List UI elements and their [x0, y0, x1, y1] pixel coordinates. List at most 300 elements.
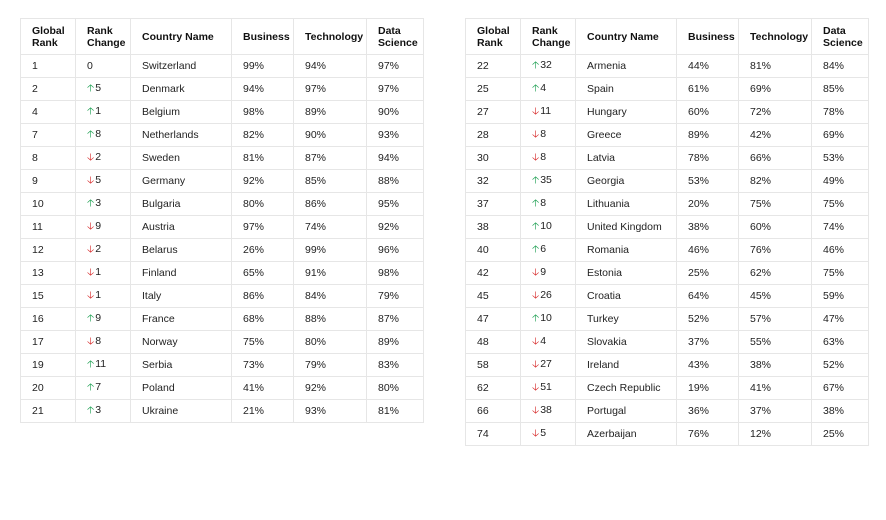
cell-business: 76% — [677, 423, 739, 446]
cell-business: 21% — [232, 400, 294, 423]
cell-rank-change — [76, 285, 131, 308]
cell-data-science: 80% — [367, 377, 424, 400]
cell-global-rank: 28 — [466, 124, 521, 147]
cell-country-name: Switzerland — [131, 55, 232, 78]
arrow-down-icon: 🡣 — [532, 381, 540, 393]
cell-data-science: 97% — [367, 78, 424, 101]
cell-data-science: 75% — [812, 193, 869, 216]
header-business: Business — [232, 19, 294, 55]
cell-technology: 55% — [739, 331, 812, 354]
cell-technology: 87% — [294, 147, 367, 170]
cell-global-rank: 32 — [466, 170, 521, 193]
rank-change-value: 2 — [95, 242, 102, 255]
cell-data-science: 98% — [367, 262, 424, 285]
cell-country-name: Estonia — [576, 262, 677, 285]
arrow-up-icon: 🡡 — [532, 59, 540, 71]
cell-global-rank: 9 — [21, 170, 76, 193]
cell-business: 65% — [232, 262, 294, 285]
cell-data-science: 38% — [812, 400, 869, 423]
cell-business: 26% — [232, 239, 294, 262]
cell-data-science: 96% — [367, 239, 424, 262]
cell-technology: 80% — [294, 331, 367, 354]
cell-data-science: 63% — [812, 331, 869, 354]
cell-country-name: Hungary — [576, 101, 677, 124]
cell-technology: 37% — [739, 400, 812, 423]
cell-data-science: 81% — [367, 400, 424, 423]
cell-country-name: France — [131, 308, 232, 331]
cell-rank-change — [76, 147, 131, 170]
cell-country-name: Greece — [576, 124, 677, 147]
cell-global-rank: 15 — [21, 285, 76, 308]
cell-business: 82% — [232, 124, 294, 147]
cell-country-name: Norway — [131, 331, 232, 354]
cell-global-rank: 11 — [21, 216, 76, 239]
cell-business: 98% — [232, 101, 294, 124]
cell-data-science: 97% — [367, 55, 424, 78]
arrow-up-icon: 🡡 — [532, 197, 540, 209]
cell-rank-change — [76, 193, 131, 216]
arrow-down-icon: 🡣 — [87, 174, 95, 186]
cell-rank-change — [521, 377, 576, 400]
cell-business: 92% — [232, 170, 294, 193]
rank-change-value: 51 — [540, 380, 552, 393]
cell-country-name: Czech Republic — [576, 377, 677, 400]
cell-business: 68% — [232, 308, 294, 331]
cell-technology: 72% — [739, 101, 812, 124]
arrow-down-icon: 🡣 — [532, 427, 540, 439]
cell-technology: 99% — [294, 239, 367, 262]
cell-rank-change — [521, 239, 576, 262]
rank-change-value: 5 — [95, 173, 102, 186]
cell-global-rank: 10 — [21, 193, 76, 216]
cell-technology: 57% — [739, 308, 812, 331]
cell-business: 43% — [677, 354, 739, 377]
rank-change-value: 7 — [95, 380, 102, 393]
cell-global-rank: 7 — [21, 124, 76, 147]
cell-technology: 12% — [739, 423, 812, 446]
arrow-down-icon: 🡣 — [87, 289, 95, 301]
cell-country-name: Slovakia — [576, 331, 677, 354]
cell-data-science: 53% — [812, 147, 869, 170]
table-row — [21, 193, 424, 216]
arrow-up-icon: 🡡 — [87, 312, 95, 324]
cell-technology: 62% — [739, 262, 812, 285]
cell-global-rank: 27 — [466, 101, 521, 124]
cell-rank-change — [76, 216, 131, 239]
cell-data-science: 79% — [367, 285, 424, 308]
table-row — [466, 285, 869, 308]
cell-technology: 89% — [294, 101, 367, 124]
cell-country-name: Austria — [131, 216, 232, 239]
cell-rank-change — [521, 55, 576, 78]
cell-country-name: Lithuania — [576, 193, 677, 216]
cell-global-rank: 20 — [21, 377, 76, 400]
cell-data-science: 69% — [812, 124, 869, 147]
rank-change-value: 8 — [540, 150, 547, 163]
cell-country-name: Spain — [576, 78, 677, 101]
table-row — [21, 308, 424, 331]
table-row — [466, 423, 869, 446]
cell-data-science: 84% — [812, 55, 869, 78]
rank-change-value: 8 — [95, 127, 102, 140]
table-row — [466, 78, 869, 101]
cell-country-name: Bulgaria — [131, 193, 232, 216]
cell-technology: 76% — [739, 239, 812, 262]
rank-change-value: 11 — [95, 357, 107, 370]
cell-business: 52% — [677, 308, 739, 331]
arrow-up-icon: 🡡 — [532, 174, 540, 186]
header-data-science: Data Science — [812, 19, 869, 55]
cell-country-name: Ukraine — [131, 400, 232, 423]
cell-country-name: Belarus — [131, 239, 232, 262]
table-row — [466, 193, 869, 216]
rank-change-value: 3 — [95, 403, 102, 416]
cell-data-science: 88% — [367, 170, 424, 193]
cell-global-rank: 25 — [466, 78, 521, 101]
cell-data-science: 87% — [367, 308, 424, 331]
cell-global-rank: 62 — [466, 377, 521, 400]
cell-data-science: 94% — [367, 147, 424, 170]
cell-global-rank: 38 — [466, 216, 521, 239]
cell-technology: 69% — [739, 78, 812, 101]
cell-rank-change — [76, 377, 131, 400]
cell-technology: 97% — [294, 78, 367, 101]
arrow-up-icon: 🡡 — [532, 82, 540, 94]
cell-technology: 93% — [294, 400, 367, 423]
cell-technology: 90% — [294, 124, 367, 147]
rank-change-value: 2 — [95, 150, 102, 163]
table-row — [21, 124, 424, 147]
cell-rank-change — [76, 354, 131, 377]
arrow-down-icon: 🡣 — [532, 105, 540, 117]
rank-change-value: 4 — [540, 81, 547, 94]
rank-change-value: 1 — [95, 104, 102, 117]
cell-technology: 75% — [739, 193, 812, 216]
header-business: Business — [677, 19, 739, 55]
cell-global-rank: 47 — [466, 308, 521, 331]
rank-change-value: 10 — [540, 311, 552, 324]
cell-technology: 66% — [739, 147, 812, 170]
arrow-down-icon: 🡣 — [532, 335, 540, 347]
cell-technology: 60% — [739, 216, 812, 239]
cell-country-name: Serbia — [131, 354, 232, 377]
cell-technology: 82% — [739, 170, 812, 193]
cell-rank-change — [521, 354, 576, 377]
cell-data-science: 85% — [812, 78, 869, 101]
cell-global-rank: 4 — [21, 101, 76, 124]
cell-rank-change — [521, 147, 576, 170]
cell-business: 44% — [677, 55, 739, 78]
cell-business: 37% — [677, 331, 739, 354]
cell-business: 64% — [677, 285, 739, 308]
arrow-up-icon: 🡡 — [532, 243, 540, 255]
cell-rank-change — [76, 308, 131, 331]
rank-change-value: 8 — [540, 127, 547, 140]
ranking-table-left — [20, 18, 424, 423]
cell-country-name: Turkey — [576, 308, 677, 331]
cell-global-rank: 19 — [21, 354, 76, 377]
cell-business: 53% — [677, 170, 739, 193]
rank-change-value: 5 — [95, 81, 102, 94]
cell-country-name: Finland — [131, 262, 232, 285]
table-row — [466, 331, 869, 354]
cell-business: 46% — [677, 239, 739, 262]
cell-data-science: 83% — [367, 354, 424, 377]
arrow-up-icon: 🡡 — [87, 197, 95, 209]
cell-country-name: Italy — [131, 285, 232, 308]
cell-global-rank: 74 — [466, 423, 521, 446]
cell-country-name: Portugal — [576, 400, 677, 423]
arrow-up-icon: 🡡 — [532, 220, 540, 232]
cell-business: 94% — [232, 78, 294, 101]
cell-rank-change — [521, 308, 576, 331]
arrow-up-icon: 🡡 — [87, 381, 95, 393]
cell-rank-change — [521, 216, 576, 239]
table-row — [21, 377, 424, 400]
cell-data-science: 95% — [367, 193, 424, 216]
table-row — [21, 78, 424, 101]
table-row — [466, 101, 869, 124]
cell-rank-change — [76, 262, 131, 285]
table-row — [21, 331, 424, 354]
cell-country-name: Netherlands — [131, 124, 232, 147]
table-row — [21, 262, 424, 285]
cell-technology: 92% — [294, 377, 367, 400]
cell-technology: 91% — [294, 262, 367, 285]
table-row — [21, 147, 424, 170]
rank-change-value: 35 — [540, 173, 552, 186]
cell-data-science: 78% — [812, 101, 869, 124]
cell-business: 25% — [677, 262, 739, 285]
cell-global-rank: 45 — [466, 285, 521, 308]
cell-data-science: 52% — [812, 354, 869, 377]
cell-global-rank: 21 — [21, 400, 76, 423]
rank-change-value: 1 — [95, 288, 102, 301]
table-header-row — [466, 19, 869, 55]
cell-country-name: Germany — [131, 170, 232, 193]
cell-data-science: 92% — [367, 216, 424, 239]
cell-business: 75% — [232, 331, 294, 354]
rank-change-value: 9 — [540, 265, 547, 278]
rank-change-value: 27 — [540, 357, 552, 370]
cell-technology: 38% — [739, 354, 812, 377]
cell-business: 89% — [677, 124, 739, 147]
cell-technology: 81% — [739, 55, 812, 78]
cell-global-rank: 40 — [466, 239, 521, 262]
arrow-down-icon: 🡣 — [87, 220, 95, 232]
cell-technology: 88% — [294, 308, 367, 331]
cell-rank-change — [76, 78, 131, 101]
cell-rank-change — [521, 400, 576, 423]
table-row — [466, 239, 869, 262]
cell-business: 73% — [232, 354, 294, 377]
cell-data-science: 25% — [812, 423, 869, 446]
table-row — [21, 239, 424, 262]
cell-business: 36% — [677, 400, 739, 423]
cell-country-name: Armenia — [576, 55, 677, 78]
cell-technology: 85% — [294, 170, 367, 193]
cell-business: 78% — [677, 147, 739, 170]
header-technology: Technology — [294, 19, 367, 55]
arrow-down-icon: 🡣 — [532, 358, 540, 370]
header-country-name: Country Name — [131, 19, 232, 55]
table-header-row — [21, 19, 424, 55]
header-rank-change: Rank Change — [521, 19, 576, 55]
cell-technology: 45% — [739, 285, 812, 308]
cell-global-rank: 13 — [21, 262, 76, 285]
cell-technology: 79% — [294, 354, 367, 377]
cell-data-science: 89% — [367, 331, 424, 354]
rank-change-value: 5 — [540, 426, 547, 439]
cell-business: 38% — [677, 216, 739, 239]
cell-rank-change — [521, 423, 576, 446]
cell-country-name: Latvia — [576, 147, 677, 170]
cell-rank-change — [521, 78, 576, 101]
cell-rank-change — [76, 101, 131, 124]
cell-technology: 42% — [739, 124, 812, 147]
header-rank-change: Rank Change — [76, 19, 131, 55]
arrow-up-icon: 🡡 — [87, 358, 95, 370]
arrow-up-icon: 🡡 — [87, 105, 95, 117]
cell-global-rank: 12 — [21, 239, 76, 262]
header-country-name: Country Name — [576, 19, 677, 55]
table-row — [21, 170, 424, 193]
cell-data-science: 75% — [812, 262, 869, 285]
cell-country-name: Croatia — [576, 285, 677, 308]
rank-change-value: 8 — [540, 196, 547, 209]
cell-data-science: 47% — [812, 308, 869, 331]
arrow-down-icon: 🡣 — [87, 266, 95, 278]
ranking-table-right — [465, 18, 869, 446]
rank-change-value: 4 — [540, 334, 547, 347]
table-row — [21, 55, 424, 78]
cell-rank-change — [521, 124, 576, 147]
arrow-up-icon: 🡡 — [87, 128, 95, 140]
cell-business: 60% — [677, 101, 739, 124]
cell-country-name: Romania — [576, 239, 677, 262]
cell-rank-change — [76, 239, 131, 262]
arrow-down-icon: 🡣 — [87, 243, 95, 255]
table-row — [466, 354, 869, 377]
table-row — [466, 308, 869, 331]
cell-business: 61% — [677, 78, 739, 101]
cell-business: 80% — [232, 193, 294, 216]
rank-change-value: 26 — [540, 288, 552, 301]
cell-country-name: Georgia — [576, 170, 677, 193]
cell-data-science: 90% — [367, 101, 424, 124]
arrow-down-icon: 🡣 — [532, 404, 540, 416]
cell-business: 86% — [232, 285, 294, 308]
cell-global-rank: 2 — [21, 78, 76, 101]
arrow-down-icon: 🡣 — [532, 266, 540, 278]
table-row — [466, 170, 869, 193]
cell-country-name: Belgium — [131, 101, 232, 124]
cell-country-name: Sweden — [131, 147, 232, 170]
cell-country-name: Azerbaijan — [576, 423, 677, 446]
cell-technology: 86% — [294, 193, 367, 216]
cell-global-rank: 1 — [21, 55, 76, 78]
header-global-rank: Global Rank — [466, 19, 521, 55]
cell-business: 99% — [232, 55, 294, 78]
cell-rank-change — [521, 262, 576, 285]
table-row — [21, 101, 424, 124]
rank-change-value: 3 — [95, 196, 102, 209]
cell-country-name: United Kingdom — [576, 216, 677, 239]
cell-data-science: 49% — [812, 170, 869, 193]
arrow-up-icon: 🡡 — [87, 82, 95, 94]
header-data-science: Data Science — [367, 19, 424, 55]
cell-rank-change — [521, 331, 576, 354]
header-global-rank: Global Rank — [21, 19, 76, 55]
cell-global-rank: 22 — [466, 55, 521, 78]
cell-technology: 84% — [294, 285, 367, 308]
rank-change-value: 32 — [540, 58, 552, 71]
rank-change-value: 8 — [95, 334, 102, 347]
arrow-down-icon: 🡣 — [532, 151, 540, 163]
cell-global-rank: 8 — [21, 147, 76, 170]
cell-rank-change — [521, 101, 576, 124]
cell-global-rank: 16 — [21, 308, 76, 331]
cell-rank-change — [76, 55, 131, 78]
table-row — [466, 124, 869, 147]
table-row — [21, 285, 424, 308]
table-row — [21, 216, 424, 239]
rank-change-value: 6 — [540, 242, 547, 255]
rank-change-value: 9 — [95, 219, 102, 232]
rank-change-value: 10 — [540, 219, 552, 232]
table-row — [466, 216, 869, 239]
cell-global-rank: 48 — [466, 331, 521, 354]
cell-data-science: 46% — [812, 239, 869, 262]
cell-rank-change — [76, 331, 131, 354]
cell-country-name: Poland — [131, 377, 232, 400]
cell-global-rank: 58 — [466, 354, 521, 377]
cell-data-science: 67% — [812, 377, 869, 400]
cell-data-science: 74% — [812, 216, 869, 239]
cell-global-rank: 37 — [466, 193, 521, 216]
table-row — [466, 55, 869, 78]
cell-rank-change — [521, 193, 576, 216]
cell-country-name: Ireland — [576, 354, 677, 377]
cell-data-science: 93% — [367, 124, 424, 147]
arrow-down-icon: 🡣 — [87, 151, 95, 163]
cell-business: 97% — [232, 216, 294, 239]
cell-global-rank: 30 — [466, 147, 521, 170]
rank-change-value: 9 — [95, 311, 102, 324]
cell-global-rank: 17 — [21, 331, 76, 354]
arrow-down-icon: 🡣 — [532, 289, 540, 301]
cell-business: 20% — [677, 193, 739, 216]
cell-rank-change — [521, 170, 576, 193]
table-row — [466, 377, 869, 400]
table-row — [466, 262, 869, 285]
arrow-down-icon: 🡣 — [87, 335, 95, 347]
cell-global-rank: 66 — [466, 400, 521, 423]
cell-technology: 74% — [294, 216, 367, 239]
cell-global-rank: 42 — [466, 262, 521, 285]
cell-business: 81% — [232, 147, 294, 170]
cell-business: 41% — [232, 377, 294, 400]
cell-rank-change — [76, 400, 131, 423]
cell-business: 19% — [677, 377, 739, 400]
cell-data-science: 59% — [812, 285, 869, 308]
table-row — [466, 147, 869, 170]
table-row — [466, 400, 869, 423]
rank-change-value: 38 — [540, 403, 552, 416]
cell-technology: 94% — [294, 55, 367, 78]
table-row — [21, 400, 424, 423]
cell-technology: 41% — [739, 377, 812, 400]
